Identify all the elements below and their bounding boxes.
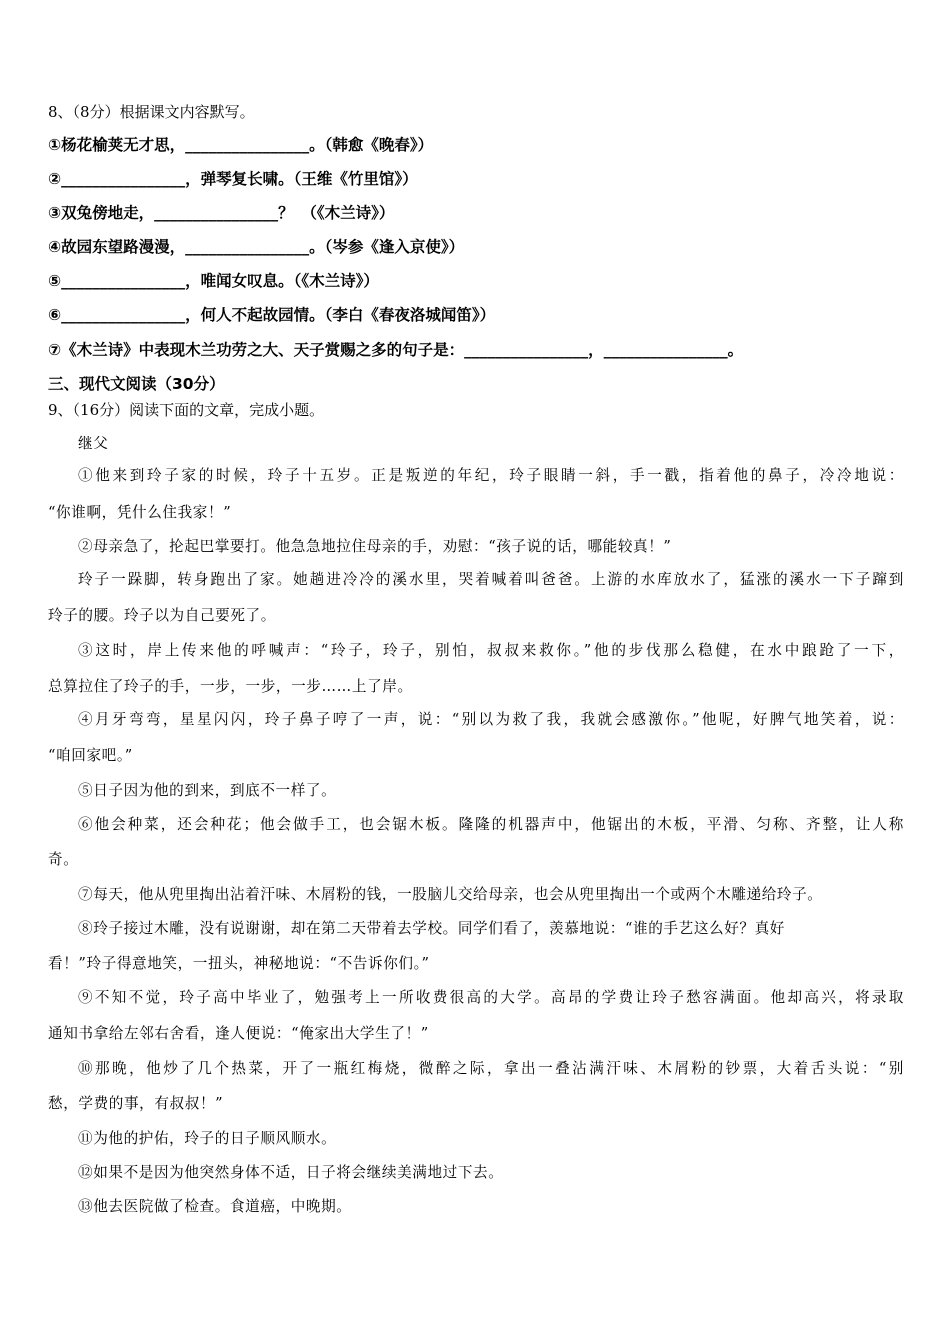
passage-line: 玲子一跺脚，转身跑出了家。她趟进冷冷的溪水里，哭着喊着叫爸爸。上游的水库放水了，猛涨的溪水一下子蹿到 [78,571,904,588]
recitation-item-4: ④故园东望路漫漫，________________。（岑参《逢入京使》） [48,238,465,256]
question-8-header: 8、（8分）根据课文内容默写。 [48,103,255,121]
question-9-header: 9、（16分）阅读下面的文章，完成小题。 [48,401,325,419]
passage-title: 继父 [78,435,109,452]
passage-line: ⑤日子因为他的到来，到底不一样了。 [78,782,337,799]
passage-line: ②母亲急了，抡起巴掌要打。他急急地拉住母亲的手，劝慰：“孩子说的话，哪能较真！” [78,538,672,555]
recitation-item-3: ③双兔傍地走，________________？ （《木兰诗》） [48,204,395,222]
passage-line: ⑫如果不是因为他突然身体不适，日子将会继续美满地过下去。 [78,1164,504,1181]
recitation-item-6: ⑥________________，何人不起故园情。（李白《春夜洛城闻笛》） [48,306,496,324]
passage-line: ③这时，岸上传来他的呼喊声：“玲子，玲子，别怕，叔叔来救你。”他的步伐那么稳健，在水中踉跄了一下， [78,642,904,659]
passage-line: ⑪为他的护佑，玲子的日子顺风顺水。 [78,1130,337,1147]
passage-line: ⑥他会种菜，还会种花；他会做手工，也会锯木板。隆隆的机器声中，他锯出的木板，平滑、匀称、齐整，让人称 [78,816,904,833]
recitation-item-5: ⑤________________，唯闻女叹息。（《木兰诗》） [48,272,379,290]
passage-line: “咱回家吧。” [48,747,133,764]
passage-line: ⑦每天，他从兜里掏出沾着汗味、木屑粉的钱，一股脑儿交给母亲，也会从兜里掏出一个或两个木雕递给玲子。 [78,886,823,903]
passage-line: 通知书拿给左邻右舍看，逢人便说：“俺家出大学生了！” [48,1025,429,1042]
passage-line: ⑧玲子接过木雕，没有说谢谢，却在第二天带着去学校。同学们看了，羡慕地说：“谁的手艺这么好？真好 [78,920,785,937]
recitation-item-7: ⑦《木兰诗》中表现木兰功劳之大、天子赏赐之多的句子是：________________，________________。 [48,341,744,359]
passage-line: ④月牙弯弯，星星闪闪，玲子鼻子哼了一声，说：“别以为救了我，我就会感激你。”他呢，好脾气地笑着，说： [78,711,904,728]
recitation-item-1: ①杨花榆荚无才思，________________。（韩愈《晚春》） [48,136,434,154]
passage-line: 总算拉住了玲子的手，一步，一步，一步……上了岸。 [48,678,413,695]
passage-line: ⑨不知不觉，玲子高中毕业了，勉强考上一所收费很高的大学。高昂的学费让玲子愁容满面。他却高兴，将录取 [78,989,904,1006]
passage-line: ⑩那晚，他炒了几个热菜，开了一瓶红梅烧，微醉之际，拿出一叠沾满汗味、木屑粉的钞票，大着舌头说：“别 [78,1060,904,1077]
recitation-item-2: ②________________，弹琴复长啸。（王维《竹里馆》） [48,170,418,188]
passage-line: ①他来到玲子家的时候，玲子十五岁。正是叛逆的年纪，玲子眼睛一斜，手一戳，指着他的鼻子，冷冷地说： [78,467,904,484]
section-3-title: 三、现代文阅读（30分） [48,375,225,393]
passage-line: 奇。 [48,851,79,868]
passage-line: “你谁啊，凭什么住我家！” [48,504,232,521]
passage-line: 看！”玲子得意地笑，一扭头，神秘地说：“不告诉你们。” [48,955,430,972]
passage-line: 玲子的腰。玲子以为自己要死了。 [48,607,276,624]
passage-line: ⑬他去医院做了检查。食道癌，中晚期。 [78,1198,352,1215]
passage-line: 愁，学费的事，有叔叔！” [48,1095,224,1112]
